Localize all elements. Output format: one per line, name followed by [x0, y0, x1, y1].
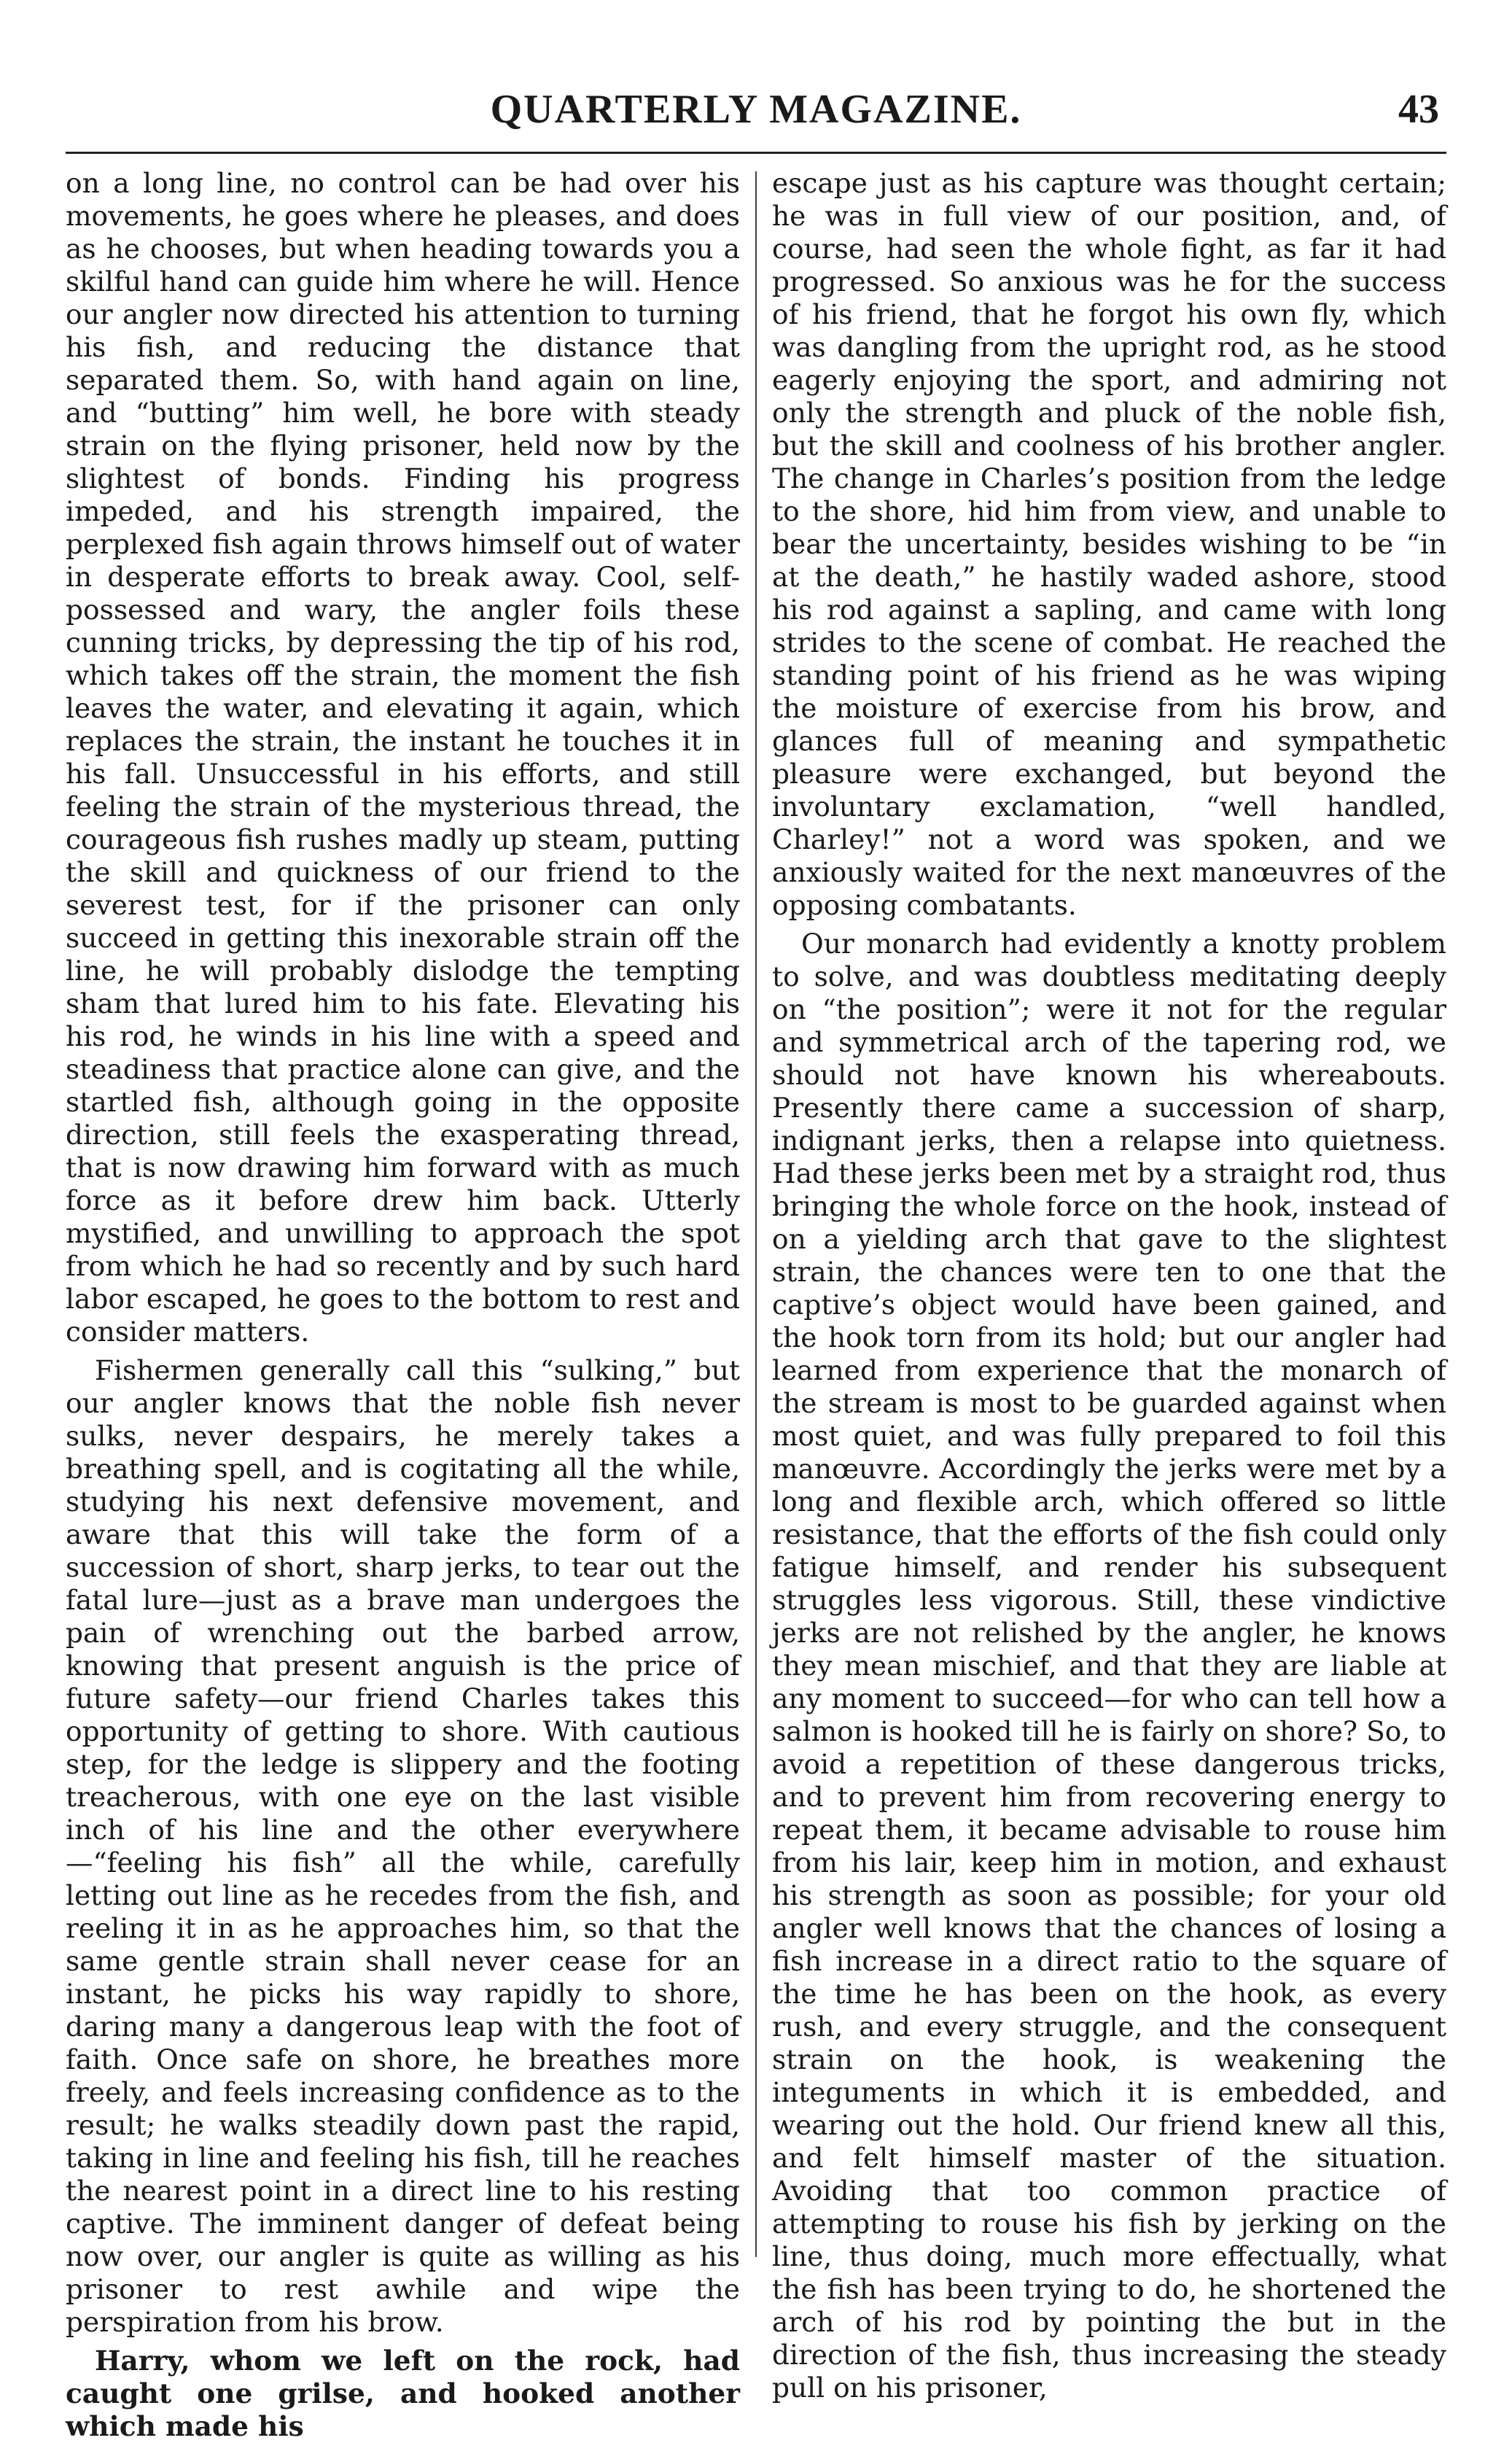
left-column: [66, 167, 740, 2442]
left-paragraph-3: Harry, whom we left on the rock, had caught one grilse, and hooked another which made his: [66, 2345, 740, 2442]
column-divider: [755, 171, 757, 2257]
right-column: [772, 167, 1446, 2404]
running-head: [66, 86, 1446, 154]
left-paragraph-1: on a long line, no control can be had over his movements, he goes where he pleases, and does as he chooses, but when heading towards you a skilful hand can guide him where he will. Hence our angler now directed his attention to turning his fish, and reducing the distance that separated them. So, with hand again on line, and “butting” him well, he bore with steady strain on the flying prisoner, held now by the slightest of bonds. Finding his progress impeded, and his strength impaired, the perplexed fish again throws himself out of water in desperate efforts to break away. Cool, self-possessed and wary, the angler foils these cunning tricks, by depressing the tip of his rod, which takes off the strain, the moment the fish leaves the water, and elevating it again, which replaces the strain, the instant he touches it in his fall. Unsuccessful in his efforts, and still feeling the strain of the mysterious thread, the courageous fish rushes madly up steam, putting the skill and quickness of our friend to the severest test, for if the prisoner can only succeed in getting this inexorable strain off the line, he will probably dislodge the tempting sham that lured him to his fate. Elevating his his rod, he winds in his line with a speed and steadiness that practice alone can give, and the startled fish, although going in the opposite direction, still feels the exasperating thread, that is now drawing him forward with as much force as it before drew him back. Utterly mystified, and unwilling to approach the spot from which he had so recently and by such hard labor escaped, he goes to the bottom to rest and consider matters.: [66, 167, 740, 1348]
left-paragraph-2: Fishermen generally call this “sulking,” but our angler knows that the noble fish never sulks, never despairs, he merely takes a breathing spell, and is cogitating all the while, studying his next defensive movement, and aware that this will take the form of a succession of short, sharp jerks, to tear out the fatal lure—just as a brave man undergoes the pain of wrenching out the barbed arrow, knowing that present anguish is the price of future safety—our friend Charles takes this opportunity of getting to shore. With cautious step, for the ledge is slippery and the footing treacherous, with one eye on the last visible inch of his line and the other everywhere—“feeling his fish” all the while, carefully letting out line as he recedes from the fish, and reeling it in as he approaches him, so that the same gentle strain shall never cease for an instant, he picks his way rapidly to shore, daring many a dangerous leap with the foot of faith. Once safe on shore, he breathes more freely, and feels increasing confidence as to the result; he walks steadily down past the rapid, taking in line and feeling his fish, till he reaches the nearest point in a direct line to his resting captive. The imminent danger of defeat being now over, our angler is quite as willing as his prisoner to rest awhile and wipe the perspiration from his brow.: [66, 1354, 740, 2338]
right-paragraph-2: Our monarch had evidently a knotty problem to solve, and was doubtless meditating deeply on “the position”; were it not for the regular and symmetrical arch of the tapering rod, we should not have known his whereabouts. Presently there came a succession of sharp, indignant jerks, then a relapse into quietness. Had these jerks been met by a straight rod, thus bringing the whole force on the hook, instead of on a yielding arch that gave to the slightest strain, the chances were ten to one that the captive’s object would have been gained, and the hook torn from its hold; but our angler had learned from experience that the monarch of the stream is most to be guarded against when most quiet, and was fully prepared to foil this manœuvre. Accordingly the jerks were met by a long and flexible arch, which offered so little resistance, that the efforts of the fish could only fatigue himself, and render his subsequent struggles less vigorous. Still, these vindictive jerks are not relished by the angler, he knows they mean mischief, and that they are liable at any moment to succeed—for who can tell how a salmon is hooked till he is fairly on shore? So, to avoid a repetition of these dangerous tricks, and to prevent him from recovering energy to repeat them, it became advisable to rouse him from his lair, keep him in motion, and exhaust his strength as soon as possible; for your old angler well knows that the chances of losing a fish increase in a direct ratio to the square of the time he has been on the hook, as every rush, and every struggle, and the consequent strain on the hook, is weakening the integuments in which it is embedded, and wearing out the hold. Our friend knew all this, and felt himself master of the situation. Avoiding that too common practice of attempting to rouse his fish by jerking on the line, thus doing, much more effectually, what the fish has been trying to do, he shortened the arch of his rod by pointing the but in the direction of the fish, thus increasing the steady pull on his prisoner,: [772, 928, 1446, 2404]
right-paragraph-1: escape just as his capture was thought certain; he was in full view of our position, and, of course, had seen the whole fight, as far it had progressed. So anxious was he for the success of his friend, that he forgot his own fly, which was dangling from the upright rod, as he stood eagerly enjoying the sport, and admiring not only the strength and pluck of the noble fish, but the skill and coolness of his brother angler. The change in Charles’s position from the ledge to the shore, hid him from view, and unable to bear the uncertainty, besides wishing to be “in at the death,” he hastily waded ashore, stood his rod against a sapling, and came with long strides to the scene of combat. He reached the standing point of his friend as he was wiping the moisture of exercise from his brow, and glances full of meaning and sympathetic pleasure were exchanged, but beyond the involuntary exclamation, “well handled, Charley!” not a word was spoken, and we anxiously waited for the next manœuvres of the opposing combatants.: [772, 167, 1446, 921]
running-title: QUARTERLY MAGAZINE.: [490, 87, 1022, 132]
page-number: 43: [1398, 87, 1439, 132]
text-columns: [66, 167, 1446, 2442]
